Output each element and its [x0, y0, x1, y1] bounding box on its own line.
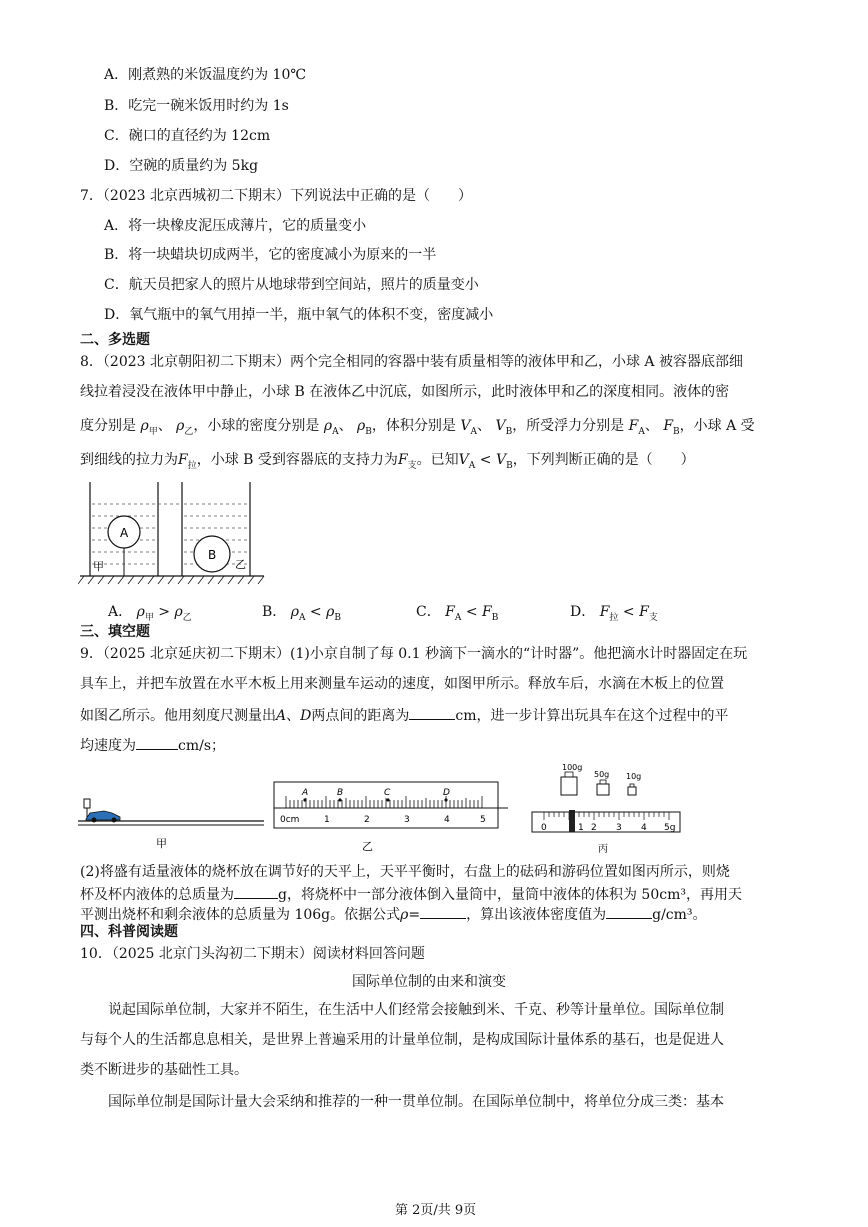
liquid-jia-label: 甲 [93, 560, 104, 573]
figure-yi-label: 乙 [362, 840, 373, 853]
page-footer: 第 2页/共 9页 [395, 1203, 477, 1218]
figure-bing-label: 丙 [598, 844, 608, 855]
point-b-label: B [337, 788, 344, 798]
q9-line3: 如图乙所示。他用刻度尺测量出A、D两点间的距离为 cm，进一步计算出玩具车在这个过程中的平 [80, 703, 728, 726]
weight-50g-label: 50g [594, 770, 610, 779]
point-d-label: D [443, 788, 450, 798]
balance-tick-0: 0 [541, 823, 547, 833]
q8-option-a: A． $\rho_甲 > \rho_乙$ [108, 604, 192, 623]
balance-tick-5g: 5g [664, 823, 676, 833]
q8-line4: 到细线的拉力为$F_拉$，小球 B 受到容器底的支持力为$F_支$。已知$V_A < V_B$，下列判断正确的是（ ） [80, 452, 695, 471]
q6-option-c: C．碗口的直径约为 12cm [104, 128, 271, 144]
ruler-unit-label: 0cm [280, 815, 300, 825]
ruler-tick-5: 5 [480, 815, 486, 825]
section-fill-blank: 三、填空题 [80, 624, 150, 640]
balance-rider [569, 810, 575, 832]
q6-option-a: A．刚煮熟的米饭温度约为 10℃ [104, 67, 307, 83]
weight-100g [561, 777, 577, 795]
weight-50g [597, 784, 609, 795]
q7-stem: 7．（2023 北京西城初二下期末）下列说法中正确的是（ ） [80, 188, 472, 204]
q10-para2-line1: 国际单位制是国际计量大会采纳和推荐的一种一贯单位制。在国际单位制中，将单位分成三类：基本 [108, 1094, 724, 1110]
ruler-tick-2: 2 [364, 815, 370, 825]
q9-line1: 9．（2025 北京延庆初二下期末）(1)小京自制了每 0.1 秒滴下一滴水的“计时器”。他把滴水计时器固定在玩 [80, 646, 748, 662]
q9-line2: 具车上，并把车放置在水平木板上用来测量车运动的速度，如图甲所示。释放车后，水滴在木板上的位置 [80, 676, 724, 692]
q9-figure-yi-ruler [272, 778, 512, 858]
q8-option-b: B． $\rho_A < \rho_B$ [262, 604, 341, 623]
q9-p2-line3: 平测出烧杯和剩余液体的总质量为 106g。依据公式ρ= ，算出该液体密度值为 g/cm³。 [80, 902, 707, 925]
balance-tick-4: 4 [641, 823, 647, 833]
q8-option-c: C． $F_A < F_B$ [416, 604, 499, 623]
q8-container-figure [78, 480, 268, 590]
q10-para1-line2: 与每个人的生活都息息相关，是世界上普遍采用的计量单位制，是构成国际计量体系的基石，也是促进人 [80, 1032, 724, 1048]
q7-option-b: B．将一块蜡块切成两半，它的密度减小为原来的一半 [104, 247, 437, 263]
section-science-reading: 四、科普阅读题 [80, 924, 178, 940]
q9-p2-line2: 杯及杯内液体的总质量为 g，将烧杯中一部分液体倒入量筒中，量筒中液体的体积为 50cm³，再用天 [80, 882, 742, 905]
q8-line2: 线拉着浸没在液体甲中静止，小球 B 在液体乙中沉底，如图所示，此时液体甲和乙的深度相同。液体的密 [80, 384, 730, 400]
ball-a-label: A [120, 526, 129, 540]
point-c-label: C [384, 788, 391, 798]
q9-figure-bing-balance [528, 760, 688, 860]
balance-tick-2: 2 [591, 823, 597, 833]
q6-option-b: B．吃完一碗米饭用时约为 1s [104, 98, 289, 114]
q10-stem: 10．（2025 北京门头沟初二下期末）阅读材料回答问题 [80, 946, 425, 962]
q8-option-d: D． $F_拉 < F_支$ [570, 604, 658, 623]
q7-option-d: D．氧气瓶中的氧气用掉一半，瓶中氧气的体积不变，密度减小 [104, 307, 494, 323]
q9-line4: 均速度为 cm/s； [80, 733, 225, 756]
balance-tick-1: 1 [578, 823, 584, 833]
point-a-label: A [302, 788, 309, 798]
q10-para1-line3: 类不断进步的基础性工具。 [80, 1062, 248, 1078]
q9-p2-line1: (2)将盛有适量液体的烧杯放在调节好的天平上，天平平衡时，右盘上的砝码和游码位置如图丙所示，则烧 [80, 864, 730, 880]
q10-article-title: 国际单位制的由来和演变 [352, 974, 506, 990]
section-multiple-choice: 二、多选题 [80, 332, 150, 348]
ruler-tick-3: 3 [404, 815, 410, 825]
q7-option-a: A．将一块橡皮泥压成薄片，它的质量变小 [104, 218, 367, 234]
weight-100g-label: 100g [562, 763, 583, 772]
q10-para1-line1: 说起国际单位制，大家并不陌生，在生活中人们经常会接触到米、千克、秒等计量单位。国际单位制 [108, 1002, 724, 1018]
weight-10g [628, 787, 636, 795]
balance-tick-3: 3 [616, 823, 622, 833]
q8-line1: 8．（2023 北京朝阳初二下期末）两个完全相同的容器中装有质量相等的液体甲和乙，小球 A 被容器底部细 [80, 354, 743, 370]
figure-jia-label: 甲 [156, 837, 167, 850]
q6-option-d: D．空碗的质量约为 5kg [104, 158, 259, 174]
ruler-tick-1: 1 [324, 815, 330, 825]
q8-line3: 度分别是 $\rho_甲$、 $\rho_乙$，小球的密度分别是 $\rho_A$、 $\rho_B$，体积分别是 $V_A$、 $V_B$，所受浮力分别是 $F_A$、 $F_B$，小球 A 受 [80, 418, 755, 437]
ruler-tick-4: 4 [444, 815, 450, 825]
weight-10g-label: 10g [626, 772, 642, 781]
liquid-yi-label: 乙 [235, 558, 246, 571]
q7-option-c: C．航天员把家人的照片从地球带到空间站，照片的质量变小 [104, 277, 479, 293]
q9-figure-jia [78, 795, 268, 853]
ball-b-label: B [208, 548, 217, 562]
